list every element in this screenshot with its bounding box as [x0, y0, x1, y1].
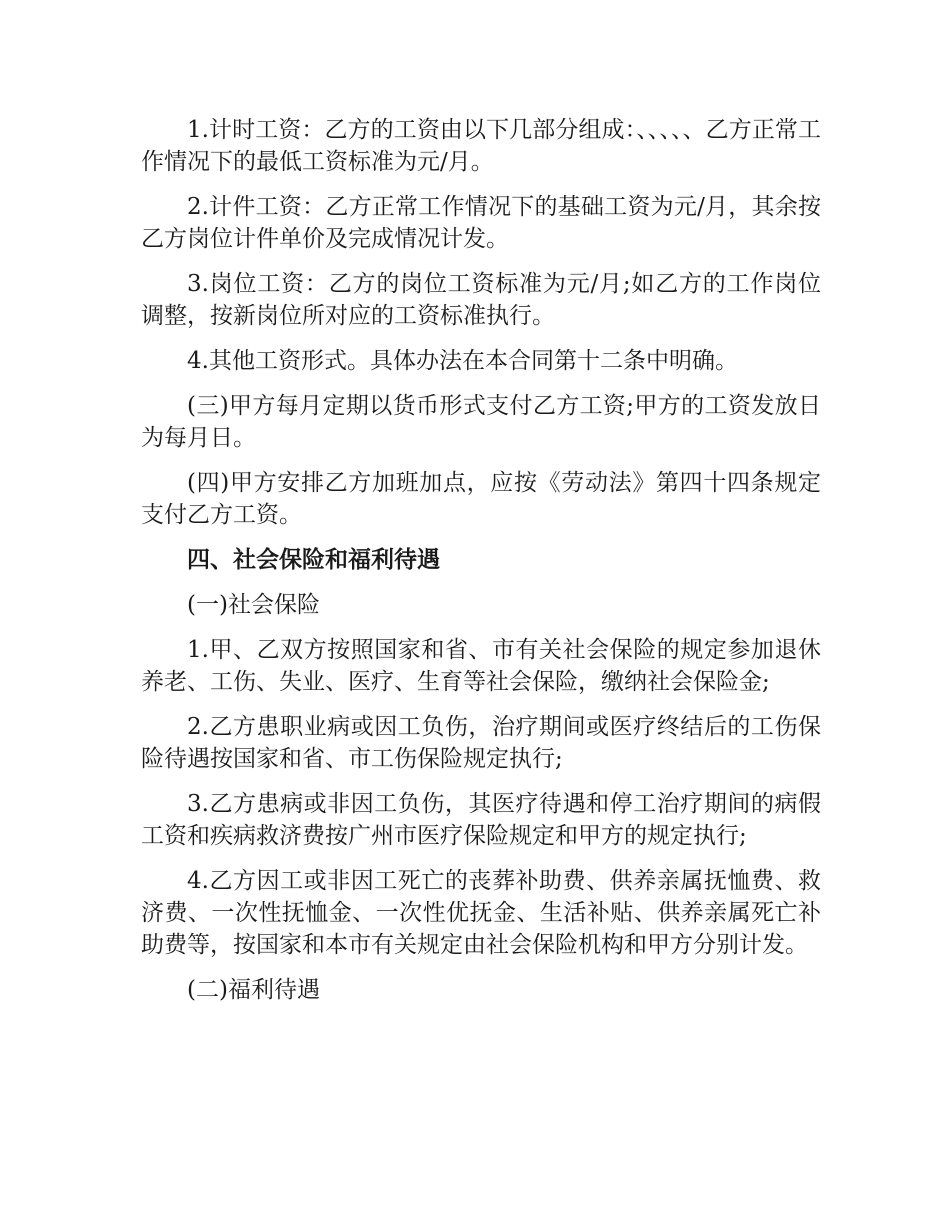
clause-occupational-injury: 2.乙方患职业病或因工负伤，治疗期间或医疗终结后的工伤保险待遇按国家和省、市工伤保险规定执行; [141, 714, 821, 772]
clause-piece-wage: 2.计件工资：乙方正常工作情况下的基础工资为元/月，其余按乙方岗位计件单价及完成情况计发。 [141, 194, 821, 252]
subsection-welfare-benefits: (二)福利待遇 [187, 977, 320, 1003]
clause-insurance-participation: 1.甲、乙双方按照国家和省、市有关社会保险的规定参加退休养老、工伤、失业、医疗、生育等社会保险，缴纳社会保险金; [141, 637, 821, 695]
clause-post-wage: 3.岗位工资：乙方的岗位工资标准为元/月;如乙方的工作岗位调整，按新岗位所对应的工资标准执行。 [141, 271, 821, 329]
subsection-social-insurance: (一)社会保险 [187, 592, 320, 618]
clause-other-wage: 4.其他工资形式。具体办法在本合同第十二条中明确。 [187, 348, 738, 374]
clause-hourly-wage: 1.计时工资：乙方的工资由以下几部分组成：、、、、、乙方正常工作情况下的最低工资标准为元/月。 [141, 117, 821, 175]
clause-overtime-pay: (四)甲方安排乙方加班加点，应按《劳动法》第四十四条规定支付乙方工资。 [141, 470, 821, 528]
clause-illness-treatment: 3.乙方患病或非因工负伤，其医疗待遇和停工治疗期间的病假工资和疾病救济费按广州市医疗保险规定和甲方的规定执行; [141, 791, 821, 849]
clause-payment-date: (三)甲方每月定期以货币形式支付乙方工资;甲方的工资发放日为每月日。 [141, 393, 821, 451]
document-body [141, 114, 821, 1019]
section-heading-insurance-welfare: 四、社会保险和福利待遇 [187, 547, 440, 573]
clause-death-benefits: 4.乙方因工或非因工死亡的丧葬补助费、供养亲属抚恤费、救济费、一次性抚恤金、一次性优抚金、生活补贴、供养亲属死亡补助费等，按国家和本市有关规定由社会保险机构和甲方分别计发。 [141, 868, 821, 958]
